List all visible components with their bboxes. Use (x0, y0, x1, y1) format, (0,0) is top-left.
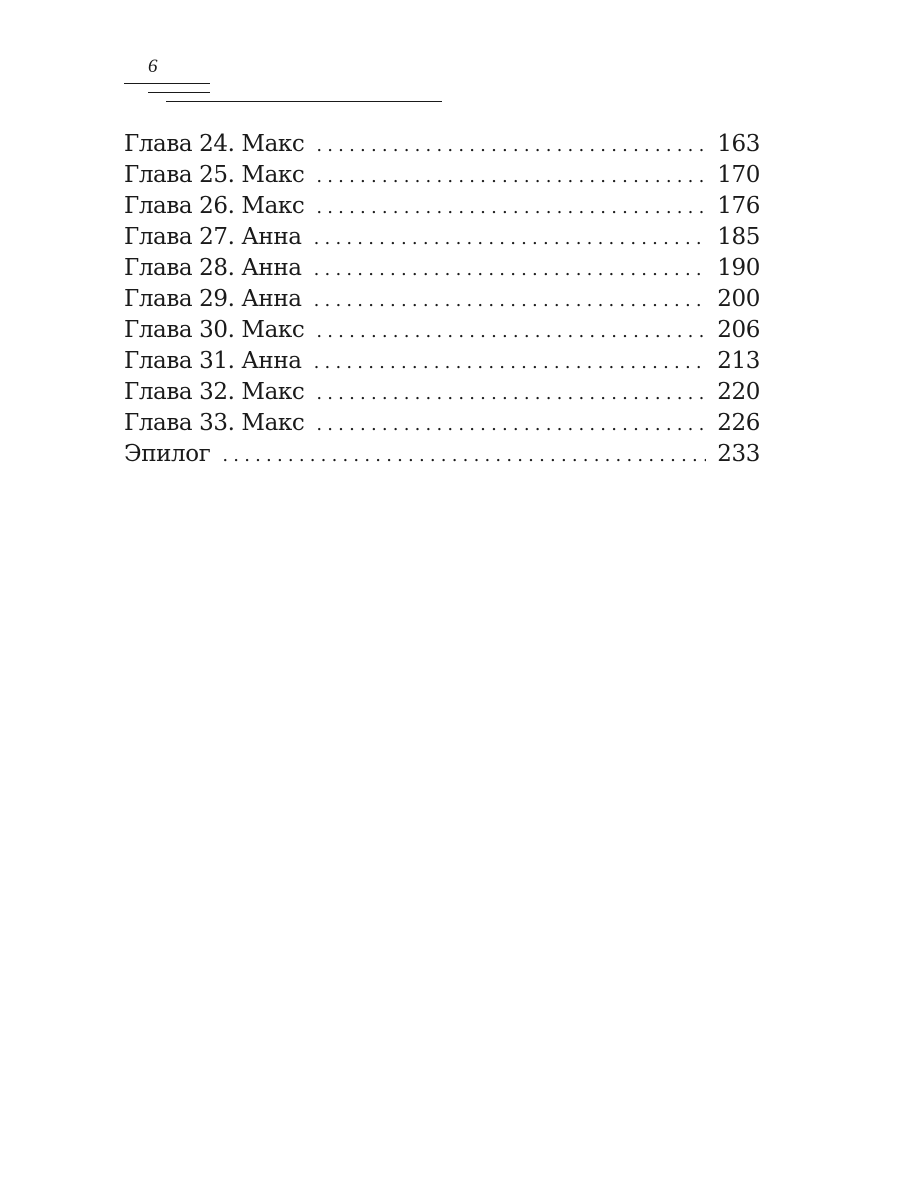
page-number: 6 (148, 56, 158, 77)
toc-entry-title: Эпилог (124, 441, 211, 467)
toc-entry-title: Глава 32. Макс (124, 379, 305, 405)
toc-leader-dots (222, 440, 706, 471)
toc-entry-title: Глава 30. Макс (124, 317, 305, 343)
toc-leader-dots (316, 192, 706, 223)
toc-entry-title: Глава 31. Анна (124, 348, 302, 374)
toc-leader-dots (316, 130, 706, 161)
toc-entry-page: 185 (717, 224, 760, 250)
toc-entry-page: 226 (717, 410, 760, 436)
toc-entry-title: Глава 27. Анна (124, 224, 302, 250)
toc-leader-dots (314, 285, 706, 316)
toc-entry (124, 222, 760, 253)
toc-entry (124, 284, 760, 315)
toc-leader-dots (316, 161, 706, 192)
toc-entry (124, 129, 760, 160)
toc-entry (124, 346, 760, 377)
toc-leader-dots (316, 378, 706, 409)
toc-entry (124, 315, 760, 346)
toc-entry (124, 408, 760, 439)
toc-entry (124, 439, 760, 470)
toc-entry (124, 377, 760, 408)
toc-entry-page: 190 (717, 255, 760, 281)
toc-entry-page: 213 (717, 348, 760, 374)
toc-entry-page: 233 (717, 441, 760, 467)
toc-entry-title: Глава 33. Макс (124, 410, 305, 436)
toc-entry (124, 253, 760, 284)
toc-leader-dots (316, 316, 706, 347)
toc-entry-page: 170 (717, 162, 760, 188)
toc-leader-dots (316, 409, 706, 440)
toc-entry-title: Глава 29. Анна (124, 286, 302, 312)
toc-leader-dots (314, 254, 706, 285)
header-rule-bottom (166, 101, 442, 102)
toc-entry-page: 163 (717, 131, 760, 157)
table-of-contents (124, 129, 760, 470)
toc-entry-page: 206 (717, 317, 760, 343)
toc-entry-title: Глава 26. Макс (124, 193, 305, 219)
toc-entry-title: Глава 25. Макс (124, 162, 305, 188)
toc-entry-page: 176 (717, 193, 760, 219)
toc-entry-title: Глава 24. Макс (124, 131, 305, 157)
header-rule-middle (148, 92, 210, 93)
toc-entry (124, 160, 760, 191)
toc-leader-dots (314, 223, 706, 254)
header-rule-top (124, 83, 210, 84)
toc-entry-page: 220 (717, 379, 760, 405)
toc-leader-dots (314, 347, 706, 378)
toc-entry-page: 200 (717, 286, 760, 312)
toc-entry (124, 191, 760, 222)
toc-entry-title: Глава 28. Анна (124, 255, 302, 281)
